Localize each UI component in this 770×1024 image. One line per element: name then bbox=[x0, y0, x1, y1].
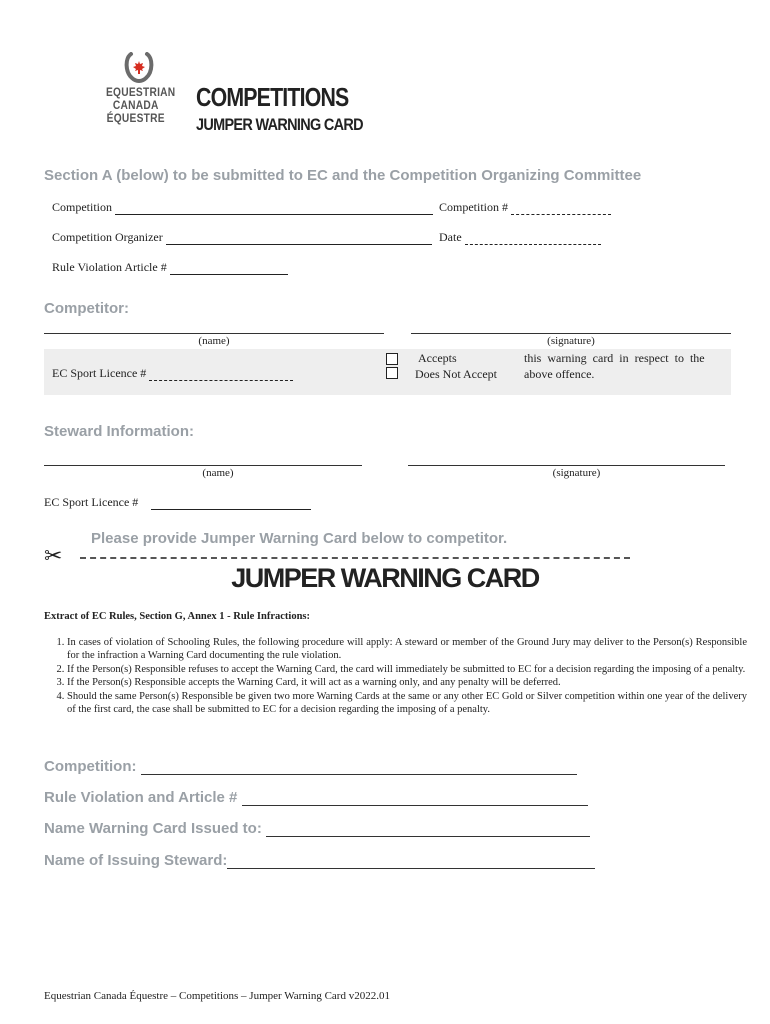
page-subtitle: JUMPER WARNING CARD bbox=[196, 115, 363, 134]
cut-notice: Please provide Jumper Warning Card below to competitor. bbox=[91, 530, 508, 547]
rule-item: 4. Should the same Person(s) Responsible be given two more Warning Cards at the same or any other EC Gold or Silver competition within one year of the delivery of the first card, the case shall be submitted to EC for a decision regarding the imposing of a penalty. bbox=[67, 690, 747, 717]
logo-line: EQUESTRIAN bbox=[106, 85, 176, 99]
card-rule-violation-input[interactable] bbox=[242, 790, 588, 806]
logo-wordmark bbox=[106, 85, 176, 125]
extract-heading: Extract of EC Rules, Section G, Annex 1 - Rule Infractions: bbox=[44, 611, 310, 622]
date-field bbox=[439, 230, 601, 245]
card-issuing-steward-field bbox=[44, 852, 595, 869]
rules-list bbox=[44, 636, 747, 716]
card-rule-violation-field bbox=[44, 789, 588, 806]
card-competition-field bbox=[44, 758, 577, 775]
organizer-label: Competition Organizer bbox=[52, 230, 163, 244]
competitor-heading: Competitor: bbox=[44, 300, 129, 317]
accepts-label: Accepts bbox=[418, 351, 457, 365]
date-label: Date bbox=[439, 230, 462, 244]
acceptance-statement-line1: this warning card in respect to the bbox=[524, 351, 705, 365]
does-not-accept-checkbox[interactable] bbox=[386, 367, 398, 379]
scissors-icon: ✂ bbox=[44, 543, 63, 568]
card-title: JUMPER WARNING CARD bbox=[231, 563, 539, 593]
competition-number-input[interactable] bbox=[511, 202, 611, 215]
logo-line: ÉQUESTRE bbox=[106, 111, 165, 125]
card-name-issued-label: Name Warning Card Issued to: bbox=[44, 820, 262, 837]
steward-name-line[interactable] bbox=[44, 465, 362, 466]
steward-signature-line[interactable] bbox=[408, 465, 725, 466]
competitor-licence-label: EC Sport Licence # bbox=[52, 366, 147, 380]
steward-licence-field bbox=[44, 495, 311, 510]
card-name-issued-field bbox=[44, 820, 590, 837]
competitor-name-caption: (name) bbox=[198, 335, 230, 347]
card-competition-label: Competition: bbox=[44, 758, 137, 775]
card-competition-input[interactable] bbox=[141, 759, 577, 775]
horseshoe-maple-leaf-logo bbox=[124, 52, 154, 84]
rule-item: 3. If the Person(s) Responsible accepts the Warning Card, it will act as a warning only, and any penalty will be deferred. bbox=[67, 676, 747, 689]
does-not-accept-label: Does Not Accept bbox=[415, 367, 497, 381]
rule-violation-field bbox=[52, 260, 288, 275]
organizer-field bbox=[52, 230, 432, 245]
rule-item: 1. In cases of violation of Schooling Rules, the following procedure will apply: A steward or member of the Ground Jury may deliver to the Person(s) Responsible for the infraction a Warning Card documenting the rule violation. bbox=[67, 636, 747, 663]
rule-violation-label: Rule Violation Article # bbox=[52, 260, 167, 274]
card-issuing-steward-input[interactable] bbox=[227, 853, 595, 869]
competitor-name-line[interactable] bbox=[44, 333, 384, 334]
acceptance-statement-line2: above offence. bbox=[524, 367, 595, 381]
competition-label: Competition bbox=[52, 200, 112, 214]
competitor-licence-input[interactable] bbox=[149, 368, 293, 381]
steward-licence-input[interactable] bbox=[151, 497, 311, 510]
rule-item: 2. If the Person(s) Responsible refuses to accept the Warning Card, the card will immediately be submitted to EC for a decision regarding the imposing of a penalty. bbox=[67, 663, 747, 676]
card-rule-violation-label: Rule Violation and Article # bbox=[44, 789, 238, 806]
steward-signature-caption: (signature) bbox=[552, 467, 601, 479]
competitor-signature-line[interactable] bbox=[411, 333, 731, 334]
section-a-heading: Section A (below) to be submitted to EC and the Competition Organizing Committee bbox=[44, 167, 642, 184]
competitor-signature-caption: (signature) bbox=[547, 335, 595, 347]
competition-number-field bbox=[439, 200, 611, 215]
card-name-issued-input[interactable] bbox=[266, 821, 590, 837]
page-footer: Equestrian Canada Équestre – Competitions – Jumper Warning Card v2022.01 bbox=[44, 990, 390, 1002]
card-issuing-steward-label: Name of Issuing Steward: bbox=[44, 852, 228, 869]
logo-line: CANADA bbox=[112, 98, 159, 112]
steward-name-caption: (name) bbox=[202, 467, 234, 479]
competitor-licence-field bbox=[52, 366, 293, 381]
steward-heading: Steward Information: bbox=[44, 423, 195, 440]
competition-field bbox=[52, 200, 433, 215]
accepts-checkbox[interactable] bbox=[386, 353, 398, 365]
competition-input[interactable] bbox=[115, 202, 433, 215]
steward-licence-label: EC Sport Licence # bbox=[44, 495, 139, 509]
competition-number-label: Competition # bbox=[439, 200, 508, 214]
page-title: COMPETITIONS bbox=[196, 82, 349, 112]
organizer-input[interactable] bbox=[166, 232, 432, 245]
cut-line bbox=[80, 557, 630, 559]
date-input[interactable] bbox=[465, 232, 601, 245]
rule-violation-input[interactable] bbox=[170, 262, 288, 275]
